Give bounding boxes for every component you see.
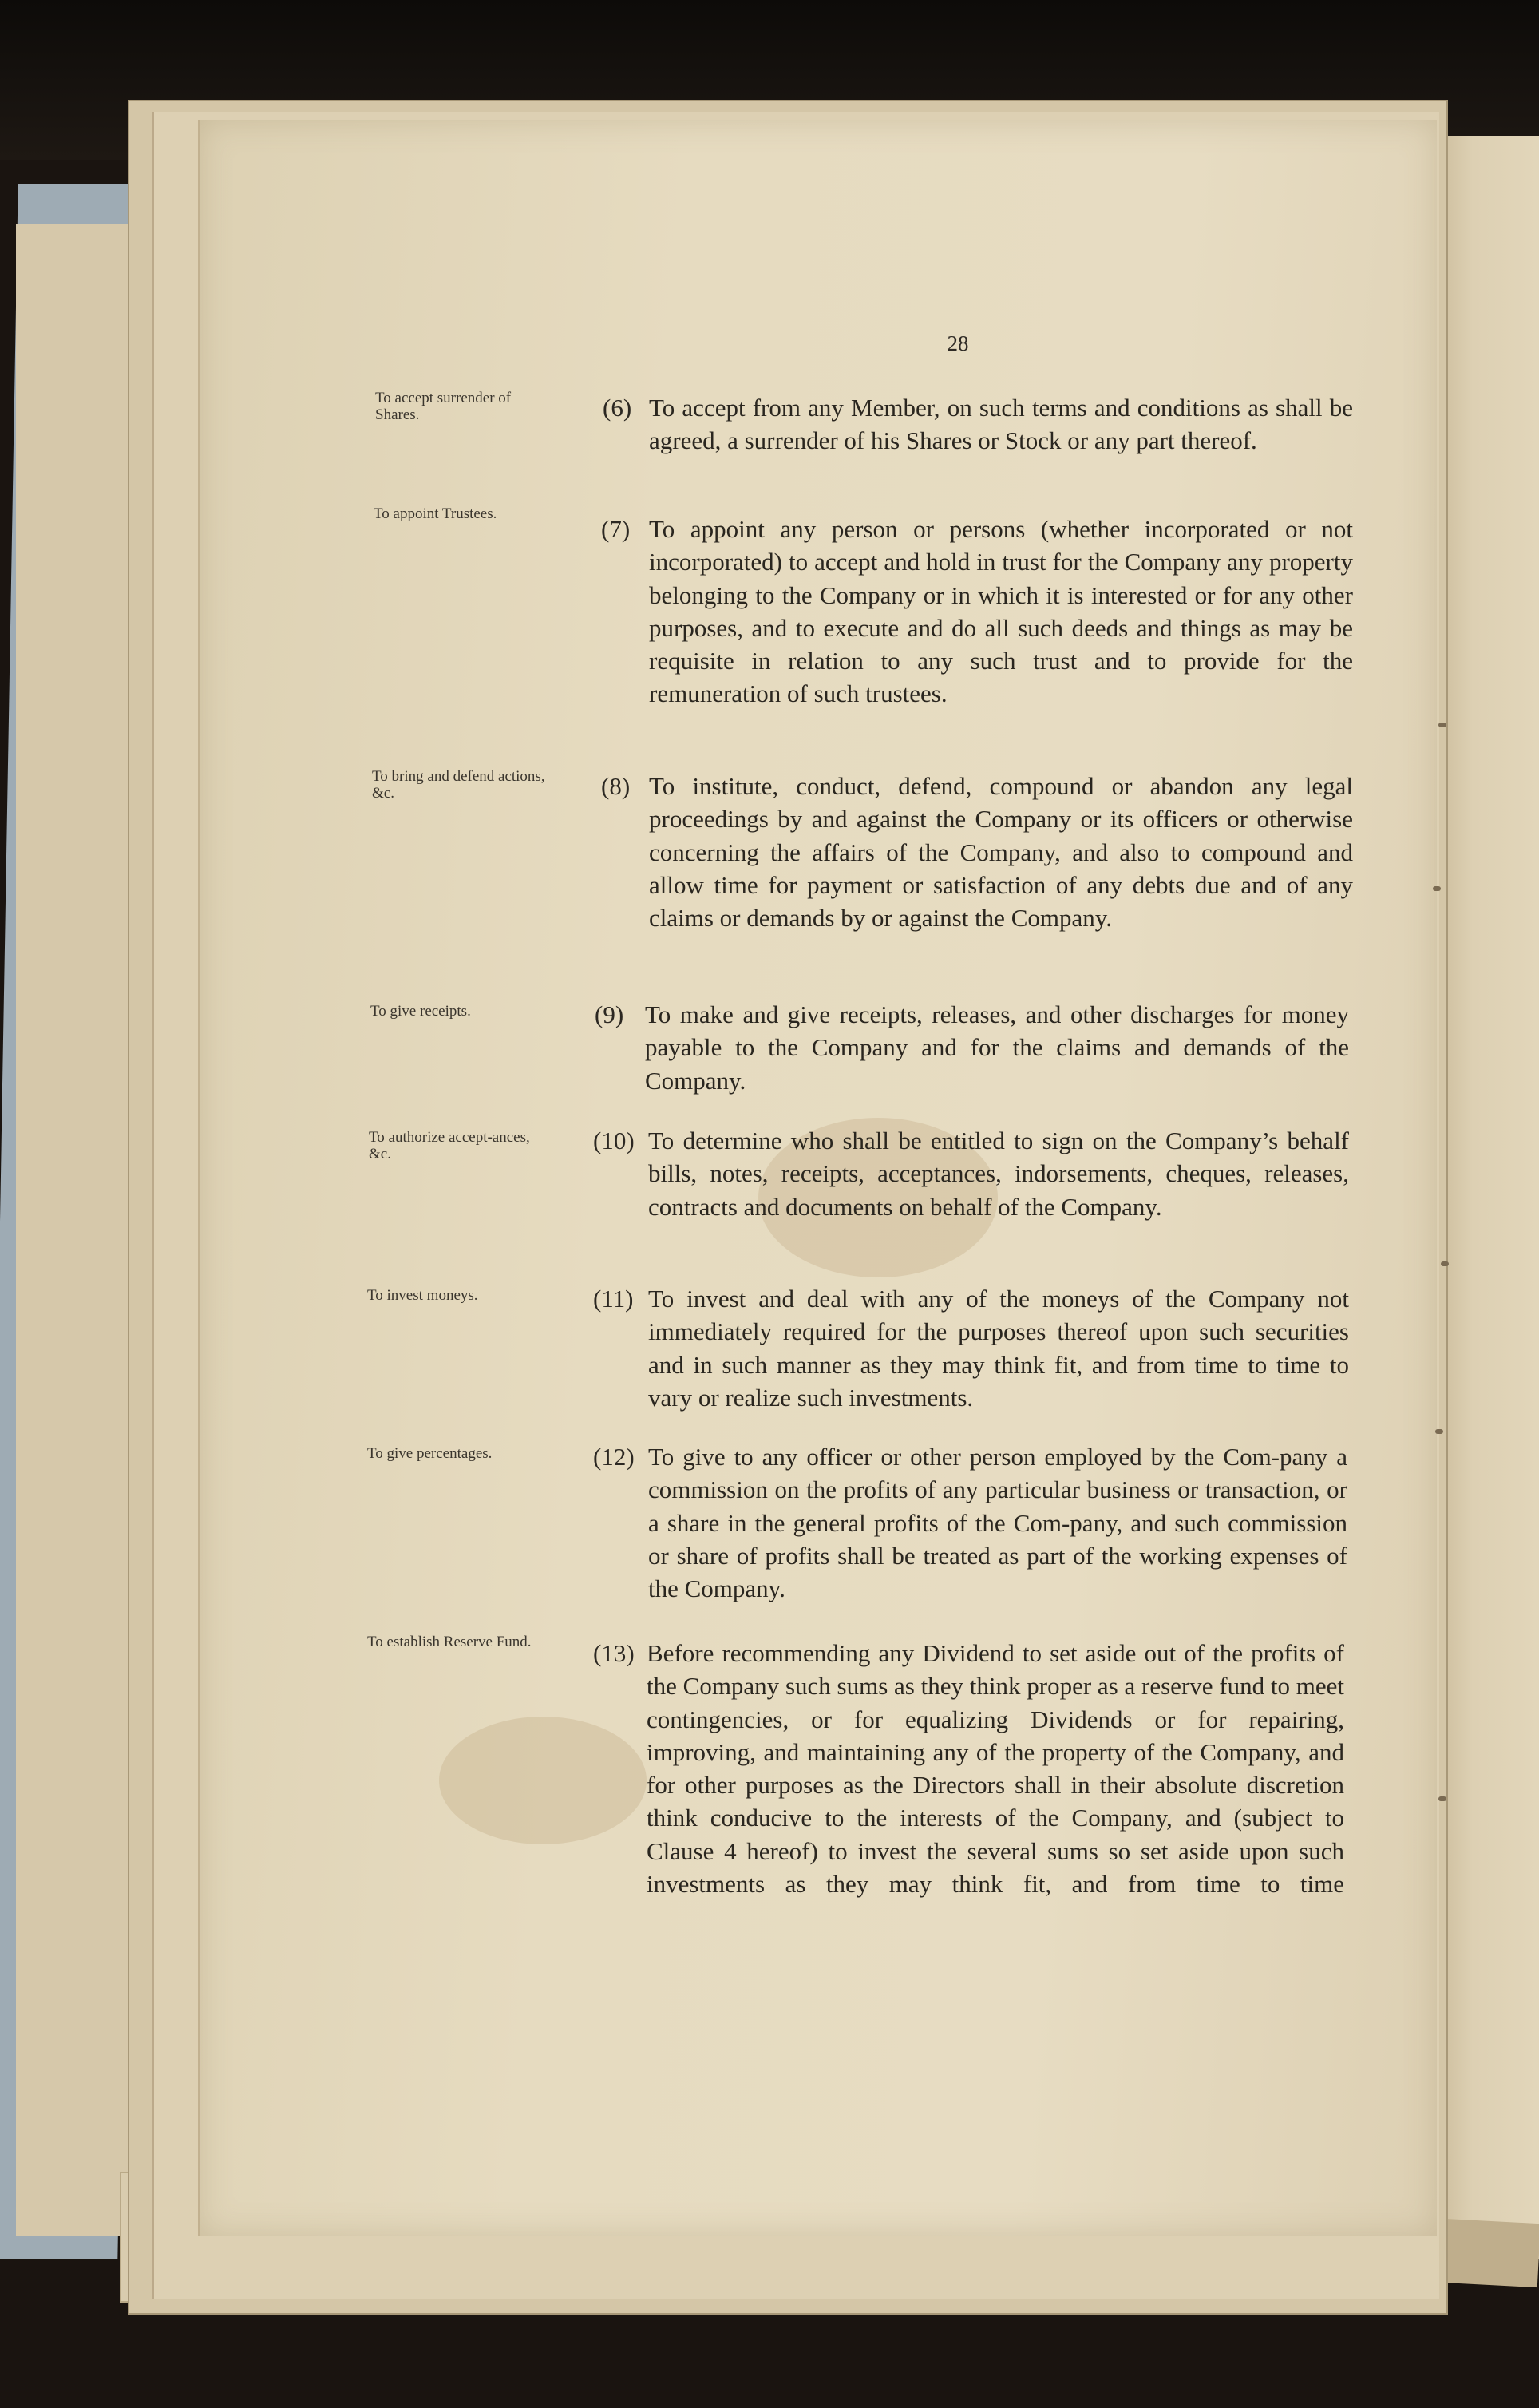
clause-number-11: (11) [593, 1285, 634, 1313]
page-stain [439, 1717, 647, 1844]
clause-number-6: (6) [603, 394, 632, 422]
page-edge-nick [1433, 886, 1441, 891]
margin-note-give-receipts: To give receipts. [370, 1003, 471, 1020]
margin-note-authorize-acceptances: To authorize accept-ances, &c. [369, 1129, 530, 1162]
clause-text-12: To give to any officer or other person employed by the Com-pany a commission on the profits of any particular business or transaction, or a share in the general profits of the Com-pany, and such commission or share of profits shall be treated as part of the working expenses of the Company. [648, 1443, 1347, 1603]
clause-number-13: (13) [593, 1639, 635, 1667]
clause-text-9: To make and give receipts, releases, and other discharges for money payable to the Company and for the claims and demands of the Company. [645, 1000, 1349, 1095]
page-edge-nick [1441, 1261, 1449, 1266]
margin-note-invest-moneys: To invest moneys. [367, 1287, 478, 1304]
margin-note-accept-surrender: To accept surrender of Shares. [375, 390, 512, 423]
page-edge-nick [1438, 1796, 1446, 1801]
margin-note-give-percentages: To give percentages. [367, 1445, 493, 1462]
clause-number-9: (9) [595, 1000, 624, 1028]
margin-note-appoint-trustees: To appoint Trustees. [374, 505, 497, 522]
clause-number-12: (12) [593, 1443, 635, 1471]
clause-text-8: To institute, conduct, defend, compound or abandon any legal proceedings by and against the Company or its officers or otherwise concerning the affairs of the Company, and also to compound and allow time for payment or satisfaction of any debts due and of any claims or demands by or against the Company. [649, 772, 1353, 933]
page-edge-nick [1438, 723, 1446, 727]
clause-text-7: To appoint any person or persons (whether incorporated or not incorporated) to accept and hold in trust for the Company any property belonging to the Company or in which it is interested or for any other purposes, and to execute and do all such deeds and things as may be requisite in relation to any such trust and to provide for the remuneration of such trustees. [649, 515, 1353, 708]
clause-number-7: (7) [601, 515, 631, 543]
margin-note-establish-reserve-fund: To establish Reserve Fund. [367, 1634, 532, 1650]
clause-text-6: To accept from any Member, on such terms and conditions as shall be agreed, a surrender of his Shares or Stock or any part thereof. [649, 394, 1353, 455]
clause-text-13: Before recommending any Dividend to set aside out of the profits of the Company such sums as they think proper as a reserve fund to meet contingencies, or for equalizing Dividends or for repairing, improving, and maintaining any of the property of the Company, and for other purposes as the Directors shall in their absolute discretion think conducive to the interests of the Company, and (subject to Clause 4 hereof) to invest the several sums so set aside upon such investments as they may think fit, and from time to time [647, 1639, 1344, 1899]
clause-text-11: To invest and deal with any of the moneys of the Company not immediately required for the purposes thereof upon such securities and in such manner as they may think fit, and from time to time to vary or realize such investments. [648, 1285, 1349, 1412]
clause-number-10: (10) [593, 1127, 635, 1154]
margin-note-bring-defend-actions: To bring and defend actions, &c. [372, 768, 545, 802]
clause-text-10: To determine who shall be entitled to sign on the Company’s behalf bills, notes, receipts, acceptances, indorsements, cheques, releases, contracts and documents on behalf of the Company. [648, 1127, 1349, 1221]
clause-number-8: (8) [601, 772, 631, 800]
page-number: 28 [947, 331, 969, 355]
page-edge-nick [1435, 1429, 1443, 1434]
